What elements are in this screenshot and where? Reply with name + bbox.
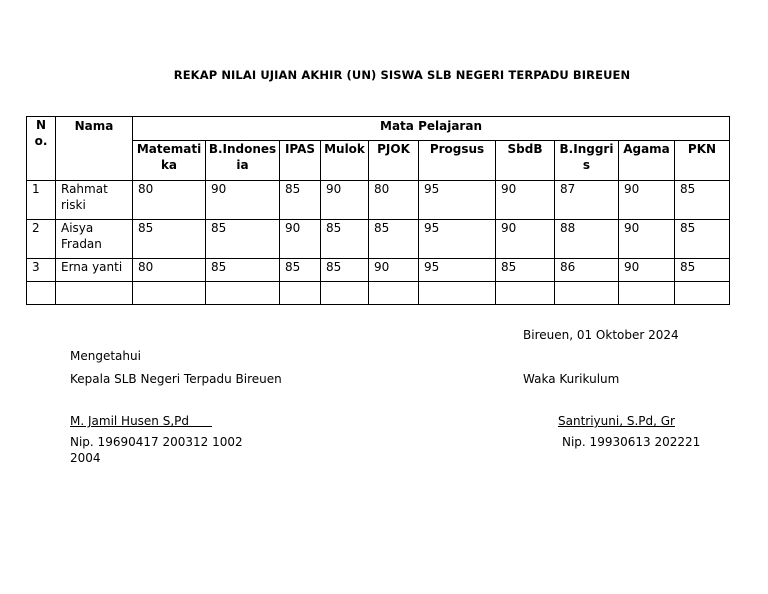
subject-header: Progsus bbox=[419, 141, 496, 181]
grades-table bbox=[26, 116, 730, 305]
score-cell: 90 bbox=[619, 220, 675, 259]
score-cell: 85 bbox=[280, 181, 321, 220]
row-nama: Erna yanti bbox=[56, 259, 133, 282]
score-cell: 95 bbox=[419, 220, 496, 259]
score-cell: 90 bbox=[280, 220, 321, 259]
left-signer-name: M. Jamil Husen S,Pd bbox=[70, 414, 190, 428]
subject-header: Agama bbox=[619, 141, 675, 181]
header-nama: Nama bbox=[56, 117, 133, 181]
subject-header: B.Indonesia bbox=[206, 141, 280, 181]
subject-header: B.Inggris bbox=[555, 141, 619, 181]
score-cell: 90 bbox=[206, 181, 280, 220]
score-cell: 90 bbox=[496, 181, 555, 220]
score-cell: 85 bbox=[369, 220, 419, 259]
table-row bbox=[27, 181, 730, 220]
subject-header: IPAS bbox=[280, 141, 321, 181]
row-no: 1 bbox=[27, 181, 56, 220]
score-cell: 85 bbox=[321, 259, 369, 282]
document-title: REKAP NILAI UJIAN AKHIR (UN) SISWA SLB NEGERI TERPADU BIREUEN bbox=[173, 68, 631, 82]
row-no: 3 bbox=[27, 259, 56, 282]
row-nama: Rahmat riski bbox=[56, 181, 133, 220]
score-cell: 85 bbox=[133, 220, 206, 259]
score-cell: 95 bbox=[419, 259, 496, 282]
subject-header: Matematika bbox=[133, 141, 206, 181]
score-cell: 90 bbox=[369, 259, 419, 282]
header-mata-pelajaran: Mata Pelajaran bbox=[133, 117, 730, 141]
score-cell: 88 bbox=[555, 220, 619, 259]
row-nama: Aisya Fradan bbox=[56, 220, 133, 259]
score-cell: 80 bbox=[369, 181, 419, 220]
subject-header: PKN bbox=[675, 141, 730, 181]
score-cell: 80 bbox=[133, 259, 206, 282]
score-cell: 90 bbox=[619, 259, 675, 282]
table-row bbox=[27, 259, 730, 282]
subject-header: Mulok bbox=[321, 141, 369, 181]
header-no: No. bbox=[27, 117, 56, 181]
score-cell: 85 bbox=[321, 220, 369, 259]
score-cell: 85 bbox=[496, 259, 555, 282]
score-cell: 87 bbox=[555, 181, 619, 220]
score-cell: 85 bbox=[206, 259, 280, 282]
score-cell: 85 bbox=[206, 220, 280, 259]
left-signer-nip-cont: 2004 bbox=[70, 451, 101, 465]
row-no: 2 bbox=[27, 220, 56, 259]
subject-header: PJOK bbox=[369, 141, 419, 181]
subject-header: SbdB bbox=[496, 141, 555, 181]
score-cell: 90 bbox=[496, 220, 555, 259]
right-signer-role: Waka Kurikulum bbox=[523, 372, 620, 386]
score-cell: 80 bbox=[133, 181, 206, 220]
score-cell: 95 bbox=[419, 181, 496, 220]
left-signer-nip: Nip. 19690417 200312 1002 bbox=[70, 435, 243, 449]
right-signer-nip: Nip. 19930613 202221 bbox=[562, 435, 701, 449]
empty-table-row bbox=[27, 282, 730, 305]
score-cell: 85 bbox=[675, 220, 730, 259]
score-cell: 90 bbox=[619, 181, 675, 220]
score-cell: 85 bbox=[675, 181, 730, 220]
place-date: Bireuen, 01 Oktober 2024 bbox=[523, 328, 679, 342]
right-signer-name: Santriyuni, S.Pd, Gr bbox=[558, 414, 675, 428]
left-signer-role: Kepala SLB Negeri Terpadu Bireuen bbox=[70, 372, 282, 386]
score-cell: 90 bbox=[321, 181, 369, 220]
mengetahui-label: Mengetahui bbox=[70, 349, 141, 363]
table-row bbox=[27, 220, 730, 259]
score-cell: 85 bbox=[675, 259, 730, 282]
score-cell: 85 bbox=[280, 259, 321, 282]
score-cell: 86 bbox=[555, 259, 619, 282]
